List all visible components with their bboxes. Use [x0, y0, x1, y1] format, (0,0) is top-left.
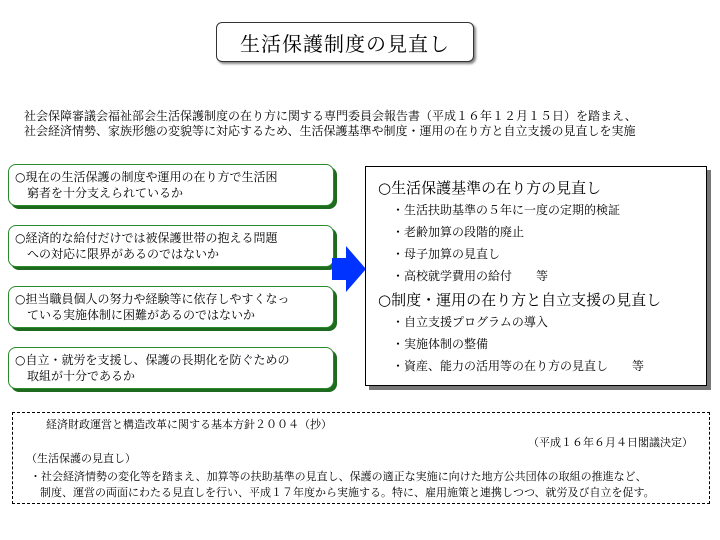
review-item: ・母子加算の見直し [392, 247, 501, 261]
review-box [365, 166, 707, 386]
review-item: ・老齢加算の段階的廃止 [392, 225, 525, 239]
issue-box-2 [8, 225, 334, 267]
issue-box-3 [8, 286, 334, 328]
issue-line: ○自立・就労を支援し、保護の長期化を防ぐための [15, 353, 290, 367]
policy-text-line-1: ・社会経済情勢の変化等を踏まえ、加算等の扶助基準の見直し、保護の適正な実施に向けた地方公共団体の取組の推進など、 [30, 470, 647, 483]
issue-box-4 [8, 347, 334, 389]
review-item: ・資産、能力の活用等の在り方の見直し 等 [392, 359, 645, 373]
issue-line: ○経済的な給付だけでは被保護世帯の抱える問題 [15, 231, 278, 245]
policy-text-line-2: 制度、運営の両面にわたる見直しを行い、平成１７年度から実施する。特に、雇用施策と連携しつつ、就労及び自立を促す。 [40, 486, 655, 499]
review-heading-operations: ○制度・運用の在り方と自立支援の見直し [378, 291, 662, 309]
issue-line: 取組が十分であるか [27, 369, 136, 383]
review-heading-standards: ○生活保護基準の在り方の見直し [378, 179, 602, 197]
right-arrow-icon [332, 246, 366, 292]
policy-title: 経済財政運営と構造改革に関する基本方針２００４（抄） [46, 418, 332, 431]
issue-line: ○担当職員個人の努力や経験等に依存しやすくなっ [15, 292, 290, 306]
intro-line-1: 社会保障審議会福祉部会生活保護制度の在り方に関する専門委員会報告書（平成１６年１２月１５日）を踏まえ、 [24, 109, 637, 123]
issue-box-1 [8, 164, 334, 206]
review-item: ・実施体制の整備 [392, 337, 489, 351]
issue-line: への対応に限界があるのではないか [27, 247, 220, 261]
policy-date: （平成１６年６月４日閣議決定） [528, 436, 693, 449]
policy-subtitle: （生活保護の見直し） [26, 452, 136, 465]
page-title: 生活保護制度の見直し [216, 22, 474, 62]
issue-line: ている実施体制に困難があるのではないか [27, 308, 256, 322]
issue-line: ○現在の生活保護の制度や運用の在り方で生活困 [15, 170, 278, 184]
review-item: ・高校就学費用の給付 等 [392, 269, 549, 283]
review-item: ・生活扶助基準の５年に一度の定期的検証 [392, 203, 621, 217]
review-item: ・自立支援プログラムの導入 [392, 315, 548, 329]
issue-line: 窮者を十分支えられているか [27, 186, 184, 200]
intro-line-2: 社会経済情勢、家族形態の変貌等に対応するため、生活保護基準や制度・運用の在り方と自立支援の見直しを実施 [24, 124, 636, 138]
